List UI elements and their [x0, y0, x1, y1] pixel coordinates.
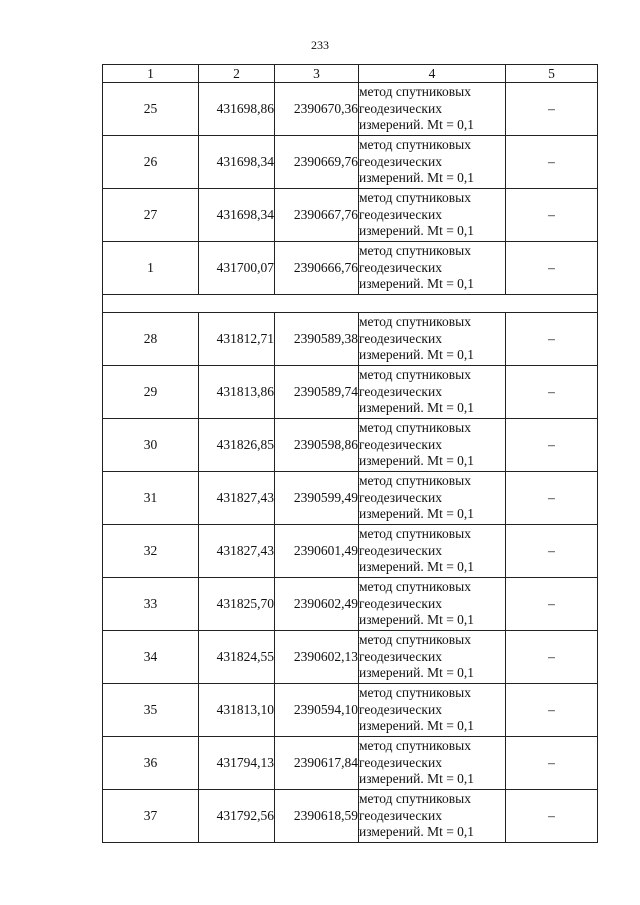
method-line-1: метод спутниковых	[359, 632, 471, 648]
method-cell	[359, 790, 506, 843]
coord-x: 431792,56	[199, 790, 275, 843]
note-cell: –	[506, 136, 598, 189]
table-row	[103, 313, 598, 366]
point-number: 30	[103, 419, 199, 472]
method-line-3: измерений. Mt = 0,1	[359, 170, 475, 186]
table-row	[103, 578, 598, 631]
method-line-3: измерений. Mt = 0,1	[359, 223, 475, 239]
note-cell: –	[506, 631, 598, 684]
method-line-1: метод спутниковых	[359, 314, 471, 330]
coord-y: 2390602,49	[275, 578, 359, 631]
method-cell	[359, 737, 506, 790]
header-col-1: 1	[103, 65, 199, 83]
point-number: 33	[103, 578, 199, 631]
coord-x: 431794,13	[199, 737, 275, 790]
header-col-5: 5	[506, 65, 598, 83]
method-line-1: метод спутниковых	[359, 190, 471, 206]
coord-y: 2390617,84	[275, 737, 359, 790]
header-col-4: 4	[359, 65, 506, 83]
table-row	[103, 242, 598, 295]
method-cell	[359, 242, 506, 295]
note-cell: –	[506, 525, 598, 578]
method-line-2: геодезических	[359, 648, 442, 664]
method-line-2: геодезических	[359, 436, 442, 452]
coord-x: 431827,43	[199, 525, 275, 578]
table-row	[103, 366, 598, 419]
point-number: 1	[103, 242, 199, 295]
coord-x: 431700,07	[199, 242, 275, 295]
point-number: 37	[103, 790, 199, 843]
coord-y: 2390589,74	[275, 366, 359, 419]
note-cell: –	[506, 189, 598, 242]
table-row	[103, 419, 598, 472]
method-cell	[359, 525, 506, 578]
method-line-3: измерений. Mt = 0,1	[359, 718, 475, 734]
method-line-1: метод спутниковых	[359, 137, 471, 153]
method-cell	[359, 631, 506, 684]
method-line-2: геодезических	[359, 595, 442, 611]
table-row	[103, 684, 598, 737]
table-row	[103, 189, 598, 242]
method-line-2: геодезических	[359, 100, 442, 116]
method-cell	[359, 83, 506, 136]
method-line-2: геодезических	[359, 383, 442, 399]
method-line-2: геодезических	[359, 259, 442, 275]
note-cell: –	[506, 790, 598, 843]
method-cell	[359, 419, 506, 472]
method-line-2: геодезических	[359, 153, 442, 169]
coord-y: 2390598,86	[275, 419, 359, 472]
coord-x: 431813,10	[199, 684, 275, 737]
point-number: 34	[103, 631, 199, 684]
method-line-1: метод спутниковых	[359, 367, 471, 383]
note-cell: –	[506, 313, 598, 366]
table-row	[103, 790, 598, 843]
coord-y: 2390594,10	[275, 684, 359, 737]
method-cell	[359, 684, 506, 737]
header-col-2: 2	[199, 65, 275, 83]
separator-cell	[103, 295, 598, 313]
coord-y: 2390669,76	[275, 136, 359, 189]
point-number: 27	[103, 189, 199, 242]
method-line-3: измерений. Mt = 0,1	[359, 665, 475, 681]
method-line-3: измерений. Mt = 0,1	[359, 612, 475, 628]
method-cell	[359, 313, 506, 366]
point-number: 35	[103, 684, 199, 737]
coord-x: 431825,70	[199, 578, 275, 631]
table-row	[103, 737, 598, 790]
method-line-2: геодезических	[359, 701, 442, 717]
coord-y: 2390599,49	[275, 472, 359, 525]
coord-x: 431698,34	[199, 189, 275, 242]
coord-x: 431827,43	[199, 472, 275, 525]
point-number: 36	[103, 737, 199, 790]
method-line-2: геодезических	[359, 542, 442, 558]
method-line-2: геодезических	[359, 206, 442, 222]
method-line-3: измерений. Mt = 0,1	[359, 506, 475, 522]
coord-y: 2390618,59	[275, 790, 359, 843]
coord-x: 431824,55	[199, 631, 275, 684]
method-line-3: измерений. Mt = 0,1	[359, 559, 475, 575]
coord-x: 431826,85	[199, 419, 275, 472]
table-row	[103, 525, 598, 578]
note-cell: –	[506, 366, 598, 419]
coord-x: 431813,86	[199, 366, 275, 419]
note-cell: –	[506, 737, 598, 790]
coord-y: 2390601,49	[275, 525, 359, 578]
coord-y: 2390667,76	[275, 189, 359, 242]
coord-y: 2390602,13	[275, 631, 359, 684]
table-row	[103, 472, 598, 525]
table-row	[103, 631, 598, 684]
method-cell	[359, 472, 506, 525]
note-cell: –	[506, 419, 598, 472]
note-cell: –	[506, 684, 598, 737]
coord-y: 2390670,36	[275, 83, 359, 136]
table-row	[103, 136, 598, 189]
method-line-1: метод спутниковых	[359, 738, 471, 754]
method-line-1: метод спутниковых	[359, 420, 471, 436]
method-line-3: измерений. Mt = 0,1	[359, 771, 475, 787]
coord-x: 431698,34	[199, 136, 275, 189]
method-line-1: метод спутниковых	[359, 579, 471, 595]
header-row	[103, 65, 598, 83]
point-number: 28	[103, 313, 199, 366]
method-line-1: метод спутниковых	[359, 243, 471, 259]
method-line-2: геодезических	[359, 754, 442, 770]
method-line-1: метод спутниковых	[359, 526, 471, 542]
coord-x: 431698,86	[199, 83, 275, 136]
note-cell: –	[506, 578, 598, 631]
note-cell: –	[506, 472, 598, 525]
method-line-3: измерений. Mt = 0,1	[359, 347, 475, 363]
separator-row	[103, 295, 598, 313]
table-row	[103, 83, 598, 136]
coord-y: 2390666,76	[275, 242, 359, 295]
method-line-3: измерений. Mt = 0,1	[359, 824, 475, 840]
method-line-3: измерений. Mt = 0,1	[359, 117, 475, 133]
header-col-3: 3	[275, 65, 359, 83]
method-line-3: измерений. Mt = 0,1	[359, 400, 475, 416]
coordinates-table	[102, 64, 598, 843]
method-cell	[359, 366, 506, 419]
method-line-3: измерений. Mt = 0,1	[359, 276, 475, 292]
method-line-1: метод спутниковых	[359, 84, 471, 100]
method-line-1: метод спутниковых	[359, 685, 471, 701]
method-line-2: геодезических	[359, 489, 442, 505]
method-cell	[359, 189, 506, 242]
coord-y: 2390589,38	[275, 313, 359, 366]
method-line-1: метод спутниковых	[359, 473, 471, 489]
coord-x: 431812,71	[199, 313, 275, 366]
point-number: 26	[103, 136, 199, 189]
method-line-2: геодезических	[359, 330, 442, 346]
method-cell	[359, 136, 506, 189]
method-line-3: измерений. Mt = 0,1	[359, 453, 475, 469]
page-number: 233	[311, 38, 329, 52]
point-number: 25	[103, 83, 199, 136]
point-number: 31	[103, 472, 199, 525]
method-cell	[359, 578, 506, 631]
method-line-2: геодезических	[359, 807, 442, 823]
method-line-1: метод спутниковых	[359, 791, 471, 807]
note-cell: –	[506, 83, 598, 136]
point-number: 32	[103, 525, 199, 578]
note-cell: –	[506, 242, 598, 295]
point-number: 29	[103, 366, 199, 419]
